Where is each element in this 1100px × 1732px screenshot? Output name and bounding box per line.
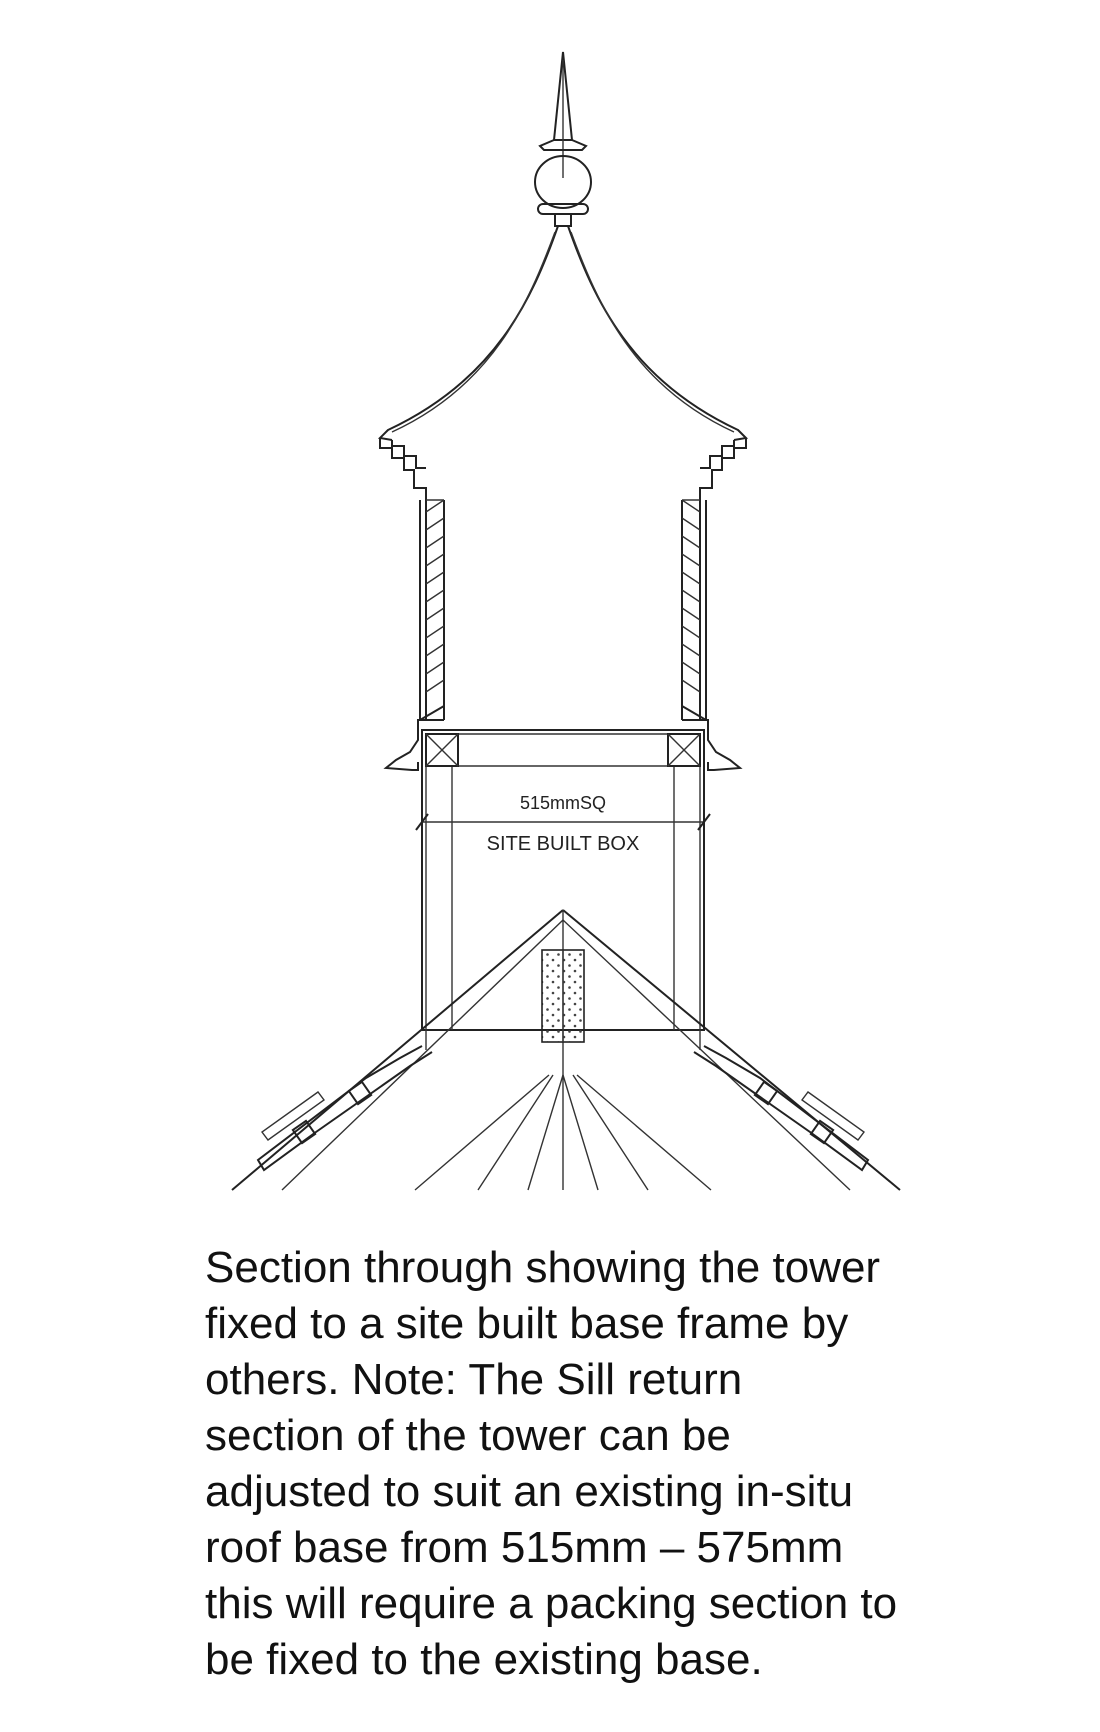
dimension-515 — [416, 793, 710, 855]
louvre-wall-right — [682, 500, 706, 720]
caption-line: adjusted to suit an existing in-situ — [205, 1467, 854, 1516]
sill-return — [386, 720, 740, 770]
caption-line: section of the tower can be — [205, 1411, 731, 1460]
caption-line: this will require a packing section to — [205, 1579, 898, 1628]
caption-line: others. Note: The Sill return — [205, 1355, 743, 1404]
roof-cap — [380, 226, 746, 500]
caption-line: Section through showing the tower — [205, 1243, 881, 1292]
corner-timber-right — [668, 734, 700, 766]
caption-line: be fixed to the existing base. — [205, 1635, 763, 1684]
dimension-label: 515mmSQ — [519, 793, 607, 813]
caption-line: fixed to a site built base frame by — [205, 1299, 849, 1348]
louvre-wall-left — [420, 500, 444, 720]
box-label: SITE BUILT BOX — [486, 833, 640, 855]
finial — [535, 52, 591, 226]
roof-structure — [232, 910, 900, 1190]
caption-line: roof base from 515mm – 575mm — [205, 1523, 844, 1572]
corner-timber-left — [426, 734, 458, 766]
caption — [205, 1240, 1045, 1688]
